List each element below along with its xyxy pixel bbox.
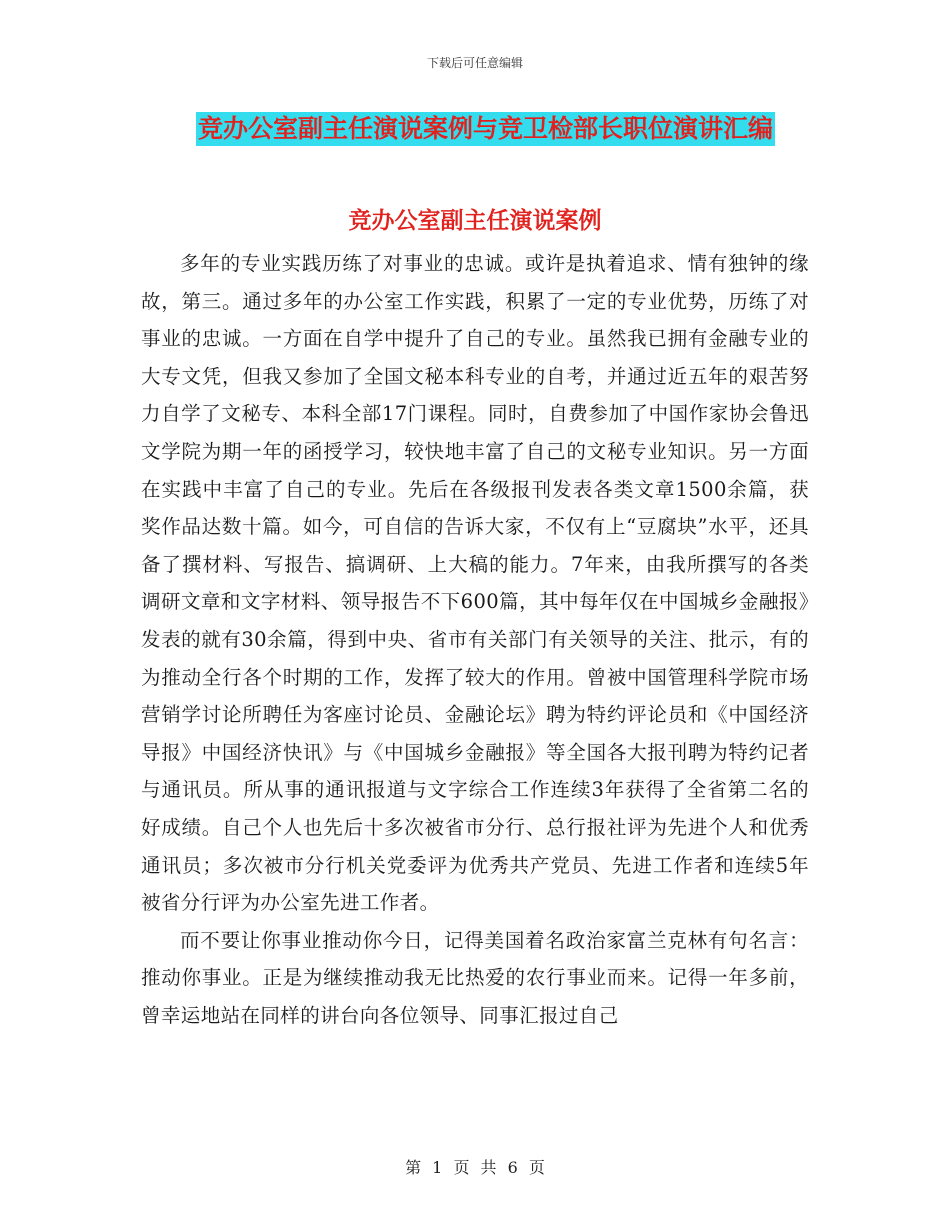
page-number-footer: 第 1 页 共 6 页 bbox=[405, 1158, 545, 1177]
paragraph: 多年的专业实践历练了对事业的忠诚。或许是执着追求、情有独钟的缘故，第三。通过多年的办公室工作实践，积累了一定的专业优势，历练了对事业的忠诚。一方面在自学中提升了自己的专业。虽然我已拥有金融专业的大专文凭，但我又参加了全国文秘本科专业的自考，并通过近五年的艰苦努力自学了文秘专、本科全部17门课程。同时，自费参加了中国作家协会鲁迅文学院为期一年的函授学习，较快地丰富了自己的文秘专业知识。另一方面在实践中丰富了自己的专业。先后在各级报刊发表各类文章1500余篇，获奖作品达数十篇。如今，可自信的告诉大家，不仅有上“豆腐块”水平，还具备了撰材料、写报告、搞调研、上大稿的能力。7年来，由我所撰写的各类调研文章和文字材料、领导报告不下600篇，其中每年仅在中国城乡金融报》发表的就有30余篇，得到中央、省市有关部门有关领导的关注、批示，有的为推动全行各个时期的工作，发挥了较大的作用。曾被中国管理科学院市场营销学讨论所聘任为客座讨论员、金融论坛》聘为特约评论员和《中国经济导报》中国经济快讯》与《中国城乡金融报》等全国各大报刊聘为特约记者与通讯员。所从事的通讯报道与文字综合工作连续3年获得了全省第二名的好成绩。自己个人也先后十多次被省市分行、总行报社评为先进个人和优秀通讯员；多次被市分行机关党委评为优秀共产党员、先进工作者和连续5年被省分行评为办公室先进工作者。 bbox=[141, 252, 809, 915]
body-text bbox=[141, 245, 809, 1034]
page-header-note: 下载后可任意编辑 bbox=[426, 56, 523, 70]
section-title: 竞办公室副主任演说案例 bbox=[348, 207, 602, 234]
document-title: 竞办公室副主任演说案例与竞卫检部长职位演讲汇编 bbox=[196, 112, 775, 146]
paragraph: 而不要让你事业推动你今日，记得美国着名政治家富兰克林有句名言：推动你事业。正是为继续推动我无比热爱的农行事业而来。记得一年多前，曾幸运地站在同样的讲台向各位领导、同事汇报过自己 bbox=[141, 928, 809, 1027]
